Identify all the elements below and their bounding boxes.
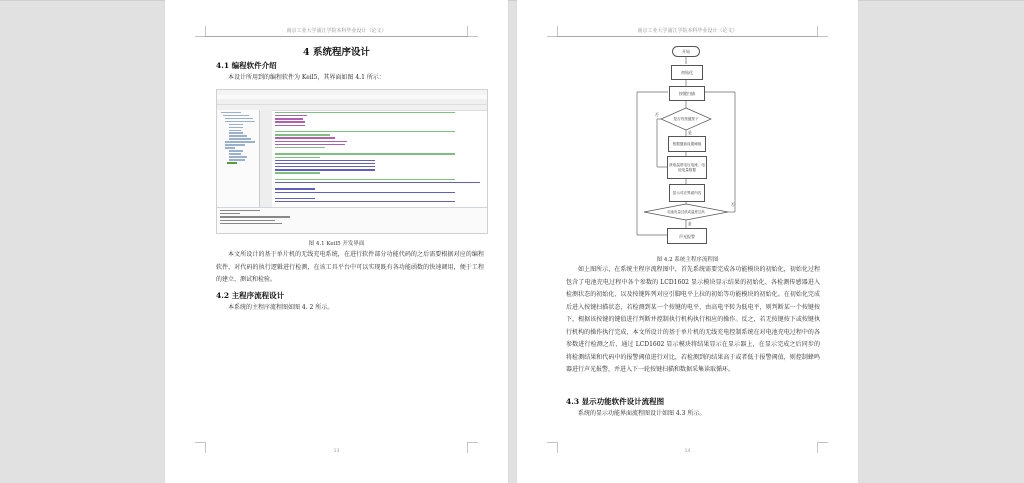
flowchart-no-label: 否 bbox=[655, 112, 659, 117]
main-program-flowchart bbox=[635, 42, 740, 246]
ide-project-tree bbox=[217, 110, 260, 207]
flowchart-yes-label: 是 bbox=[688, 130, 692, 135]
ide-line-number-gutter bbox=[260, 110, 272, 207]
flowchart-read-sensor-node: 获取温度电压电流，电池电量数据 bbox=[667, 156, 707, 179]
body-paragraph: 本文所设计的基于单片机的无线充电系统，在进行软件部分功能代码的之后需要根据对应的编程软件，对代码的执行逻辑进行检测，在该工具平台中可以实现既有各功能函数的快速调用，便于工程的建立、测试和检验。 bbox=[216, 251, 484, 283]
flowchart-init-node: 初始化 bbox=[671, 65, 703, 80]
section-heading-4-2: 4.2 主程序流程设计 bbox=[216, 291, 285, 300]
body-paragraph: 本系统的主程序流程图如图 4. 2 所示。 bbox=[228, 304, 334, 311]
flowchart-compare-decision: 电池电量过低或温度过高 bbox=[667, 209, 705, 214]
page-number: 14 bbox=[684, 449, 691, 454]
flowchart-alarm-node: 声光报警 bbox=[667, 228, 707, 244]
section-heading-4-1: 4.1 编程软件介绍 bbox=[216, 61, 277, 70]
document-page-14 bbox=[517, 0, 858, 483]
body-paragraph: 系统的显示功能界面流程图设计如图 4.3 所示。 bbox=[578, 410, 706, 417]
flowchart-key-pressed-decision: 是否有按键按下 bbox=[673, 116, 699, 121]
page-header: 南京工业大学浦江学院本科毕业设计（论文） bbox=[205, 26, 468, 37]
intro-paragraph: 本设计所用到的编程软件为 Keil5，其界面如图 4.1 所示： bbox=[228, 74, 385, 81]
flowchart-set-threshold-node: 根据键值设置阈值 bbox=[668, 136, 706, 152]
flowchart-yes-label: 是 bbox=[688, 221, 692, 226]
viewer-top-border bbox=[0, 0, 1024, 1]
ide-build-output-panel bbox=[217, 207, 487, 233]
document-page-13 bbox=[165, 0, 508, 483]
page-number: 13 bbox=[333, 449, 340, 454]
body-paragraph: 如上图所示，在系统主程序流程图中，首先系统需要完成各功能模块的初始化，初始化过程包含了电池充电过程中各个参数的 LCD1602 显示模块显示结果的初始化、各检测传感器进入检测状态的初始化、以及按键阵列对应引脚电平上拉的初始等功能模块的初始化。在初始化完成后进入按键扫描状态，若检测到某一个按键的电平，由高电平转为低电平，则判断某一个按键按下，根据该按键的键值进行判断并控制执行机构执行相应的操作。反之，若无按键按下或按键执行机构的操作执行完成，本文所设计的基于单片机的无线充电控制系统在对电池充电过程中的各参数进行检测之后，通过 LCD1602 显示模块将结果显示在显示器上，在显示完成之后同步的将检测结果和代码中的报警阈值进行对比，若检测到的结果高于或者低于报警阈值，则控制蜂鸣器进行声光报警，并进入下一轮按键扫描和数据采集读取循环。 bbox=[566, 266, 820, 373]
flowchart-start-node: 开始 bbox=[672, 46, 700, 57]
margin-corner-mark bbox=[467, 26, 478, 37]
keil5-ide-screenshot bbox=[216, 89, 488, 234]
margin-corner-mark bbox=[817, 26, 828, 37]
chapter-title: 4 系统程序设计 bbox=[303, 47, 370, 58]
page-header: 南京工业大学浦江学院本科毕业设计（论文） bbox=[557, 26, 818, 37]
flowchart-key-scan-node: 按键扫描 bbox=[669, 86, 705, 101]
section-heading-4-3: 4.3 显示功能软件设计流程图 bbox=[566, 397, 665, 406]
flowchart-no-label: 否 bbox=[731, 202, 735, 207]
figure-caption-4-2: 图 4.2 系统主程序流程图 bbox=[656, 257, 719, 263]
figure-caption-4-1: 图 4.1 Keil5 开发界面 bbox=[308, 241, 365, 247]
ide-code-editor bbox=[275, 110, 485, 207]
flowchart-lcd-show-node: 显示对应界面内容 bbox=[669, 184, 705, 202]
